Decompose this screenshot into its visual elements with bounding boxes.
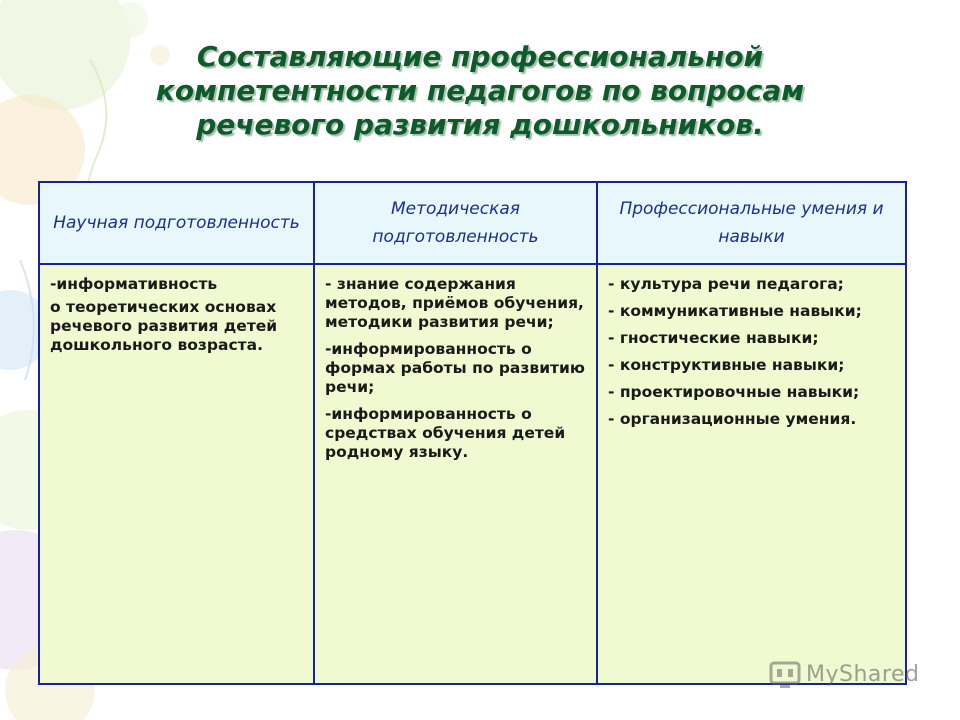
cell-scientific-preparedness [39, 264, 314, 684]
list-item: - конструктивные навыки; [608, 356, 845, 374]
list-item: - проектировочные навыки; [608, 383, 860, 401]
list-item: -информированность о средствах обучения детей родному языку. [325, 405, 566, 461]
list-item: - коммуникативные навыки; [608, 302, 862, 320]
header-methodical-preparedness: Методическая подготовленность [314, 182, 597, 264]
cell-professional-skills [597, 264, 906, 684]
list-item: -информированность о формах работы по развитию речи; [325, 340, 585, 396]
header-scientific-preparedness: Научная подготовленность [39, 182, 314, 264]
myshared-logo-icon [768, 658, 802, 690]
table-header-row [39, 182, 906, 264]
list-item: - организационные умения. [608, 410, 857, 428]
cell-methodical-preparedness [314, 264, 597, 684]
list-item: -информативность [50, 275, 218, 293]
list-item: - культура речи педагога; [608, 275, 844, 293]
myshared-watermark [768, 656, 919, 692]
slide-title-line-3: речевого развития дошкольников. [196, 108, 764, 141]
list-item: - знание содержания методов, приёмов обучения, методики развития речи; [325, 275, 584, 331]
list-item: о теоретических основах речевого развития детей дошкольного возраста. [50, 298, 278, 354]
slide-title [60, 40, 900, 142]
competence-table [38, 181, 907, 685]
watermark-text: MyShared [806, 661, 920, 687]
table-row [39, 264, 906, 684]
header-professional-skills: Профессиональные умения и навыки [597, 182, 906, 264]
slide-title-line-1: Составляющие профессиональной [196, 40, 764, 73]
slide-title-line-2: компетентности педагогов по вопросам [155, 74, 805, 107]
list-item: - гностические навыки; [608, 329, 819, 347]
